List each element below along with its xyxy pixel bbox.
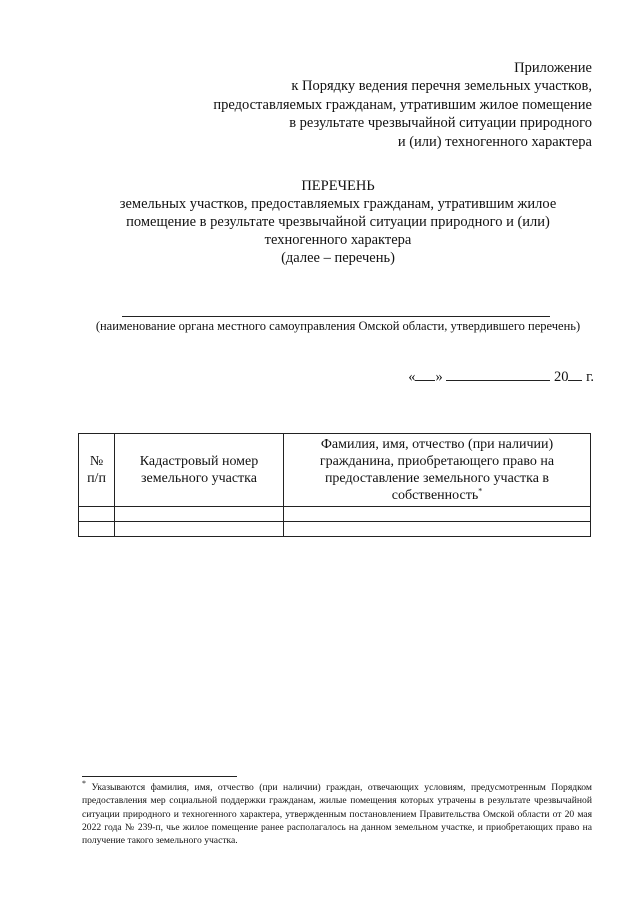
footnote <box>82 778 592 847</box>
table-cell[interactable] <box>115 507 284 522</box>
table-row <box>79 507 591 522</box>
table-cell[interactable] <box>79 522 115 537</box>
date-open-quote: « <box>408 369 416 385</box>
title-heading: ПЕРЕЧЕНЬ <box>301 178 375 194</box>
table-cell[interactable] <box>115 522 284 537</box>
year-suffix: г. <box>586 369 594 385</box>
title-line: помещение в результате чрезвычайной ситуации природного и (или) <box>126 214 550 230</box>
table-cell[interactable] <box>284 522 591 537</box>
year-blank <box>568 368 582 381</box>
footnote-mark: * <box>478 486 483 496</box>
table-cell[interactable] <box>284 507 591 522</box>
table-cell[interactable] <box>79 507 115 522</box>
appendix-line: предоставляемых гражданам, утратившим жилое помещение <box>213 96 592 113</box>
footnote-text: Указываются фамилия, имя, отчество (при наличии) граждан, отвечающих условиям, предусмотренным Порядком предоставления мер социальной поддержки гражданам, жилые помещения которых утрачены в результате чрезвычайной ситуации природного и техногенного характера, утвержденным постановлением Правительства Омской области от 20 мая 2022 года № 239-п, чье жилое помещение ранее располагалось на данном земельном участке, и приобретающих право на получение такого земельного участка. <box>82 782 592 847</box>
document-title <box>0 177 640 267</box>
year-prefix: 20 <box>553 369 569 385</box>
org-name-caption: (наименование органа местного самоуправления Омской области, утвердившего перечень) <box>95 319 581 333</box>
appendix-line: и (или) техногенного характера <box>397 133 592 150</box>
title-line: (далее – перечень) <box>281 250 395 266</box>
land-plots-table <box>78 433 591 537</box>
month-blank <box>446 368 550 381</box>
title-line: земельных участков, предоставляемых гражданам, утратившим жилое <box>119 196 557 212</box>
appendix-line: к Порядку ведения перечня земельных участков, <box>291 78 592 95</box>
title-line: техногенного характера <box>264 232 412 248</box>
footnote-separator <box>82 776 237 777</box>
appendix-line: Приложение <box>514 60 592 76</box>
org-name-underline <box>122 316 550 317</box>
header-citizen-name: Фамилия, имя, отчество (при наличии) гражданина, приобретающего право на предоставление земельного участка в собственность* <box>284 434 591 507</box>
date-line <box>408 368 594 386</box>
table-header-row <box>79 434 591 507</box>
appendix-header <box>213 59 592 151</box>
day-blank <box>415 368 435 381</box>
appendix-line: в результате чрезвычайной ситуации природного <box>289 115 592 132</box>
footnote-mark: * <box>82 778 86 788</box>
header-cadastral-number: Кадастровый номер земельного участка <box>115 434 284 507</box>
date-close-quote: » <box>435 369 443 385</box>
table-row <box>79 522 591 537</box>
header-number: № п/п <box>79 434 115 507</box>
